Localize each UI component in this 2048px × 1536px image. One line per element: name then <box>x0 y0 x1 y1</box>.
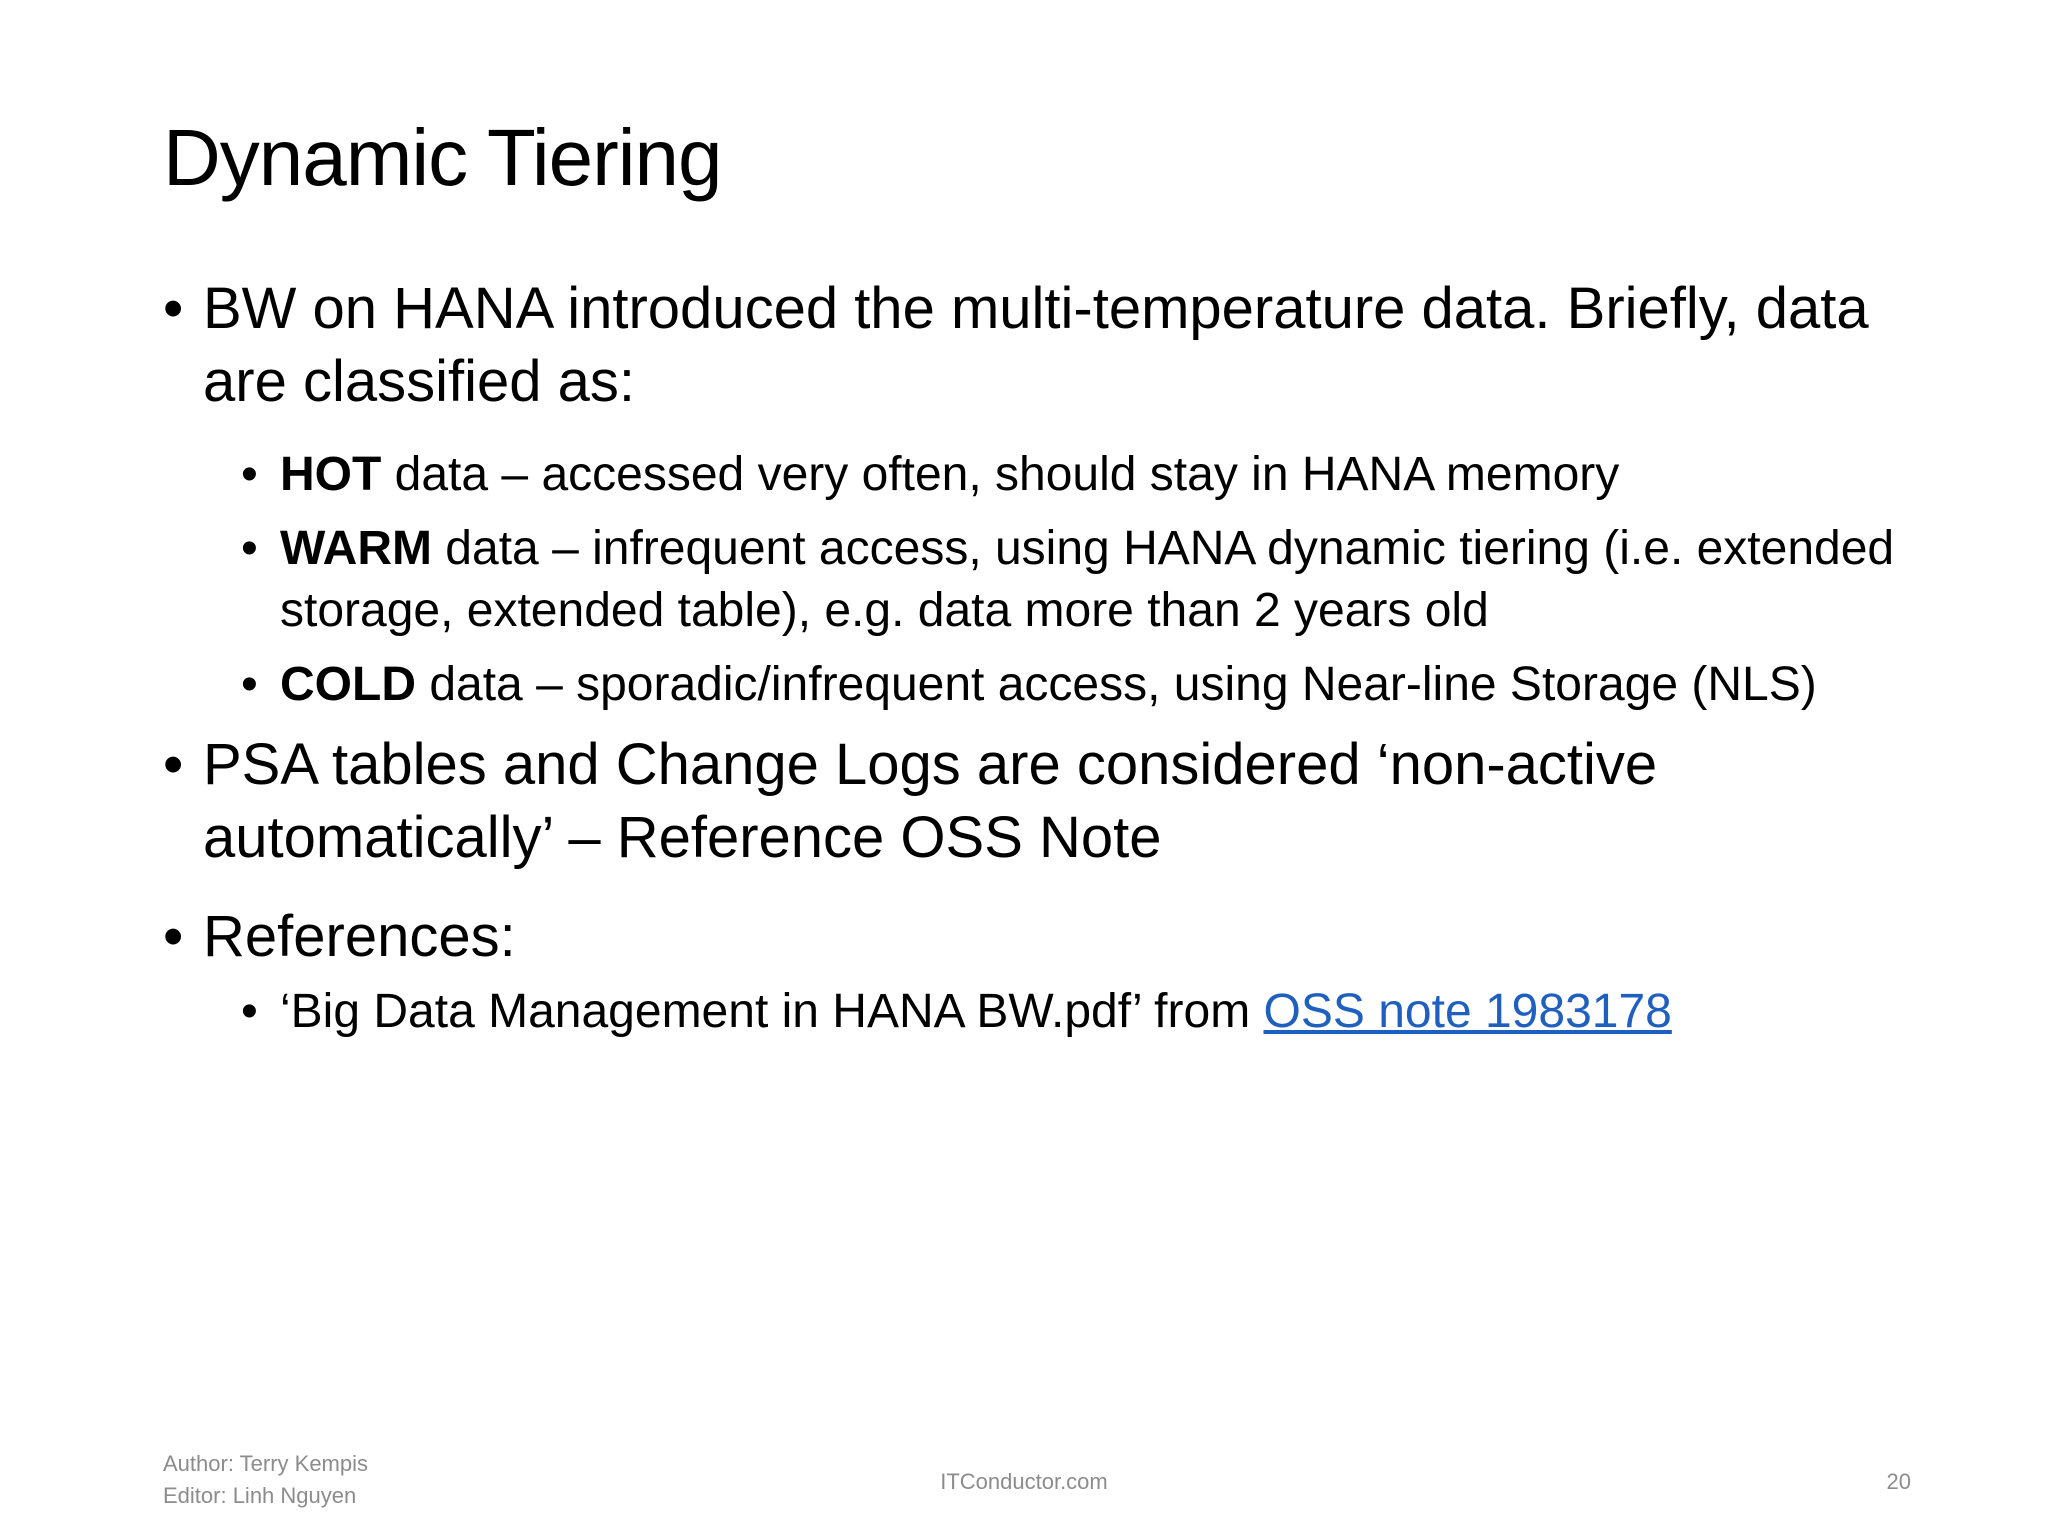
reference-text: ‘Big Data Management in HANA BW.pdf’ from <box>280 985 1264 1038</box>
warm-description: data – infrequent access, using HANA dynamic tiering (i.e. extended storage, extended table), e.g. data more than 2 years old <box>280 522 1895 637</box>
sub-bullet-reference <box>163 981 1920 1043</box>
bullet-dot-icon: • <box>241 985 258 1038</box>
footer-editor: Editor: Linh Nguyen <box>163 1483 357 1508</box>
sub-bullet-warm <box>163 518 1920 642</box>
cold-label: COLD <box>280 658 416 711</box>
warm-label: WARM <box>280 522 432 575</box>
slide-title: Dynamic Tiering <box>163 113 722 202</box>
page-number: 20 <box>1886 1469 1911 1494</box>
bullet-dot-icon: • <box>241 522 258 575</box>
hot-description: data – accessed very often, should stay in HANA memory <box>381 448 1620 501</box>
footer-site: ITConductor.com <box>940 1469 1108 1494</box>
hot-label: HOT <box>280 448 382 501</box>
temperature-list <box>163 444 1923 716</box>
bullet-dot-icon: • <box>163 276 184 341</box>
bullet-multi-temperature <box>163 272 1923 418</box>
bullet-text: PSA tables and Change Logs are considered ‘non-active automatically’ – Reference OSS Note <box>203 732 1658 870</box>
bullet-dot-icon: • <box>241 658 258 711</box>
references-list <box>163 981 1923 1043</box>
bullet-dot-icon: • <box>163 732 184 797</box>
bullet-dot-icon: • <box>163 904 184 969</box>
sub-bullet-hot <box>163 444 1920 506</box>
slide-body <box>163 272 1923 1055</box>
footer-author: Author: Terry Kempis <box>163 1451 369 1476</box>
bullet-psa-tables <box>163 728 1923 874</box>
bullet-dot-icon: • <box>241 448 258 501</box>
bullet-references <box>163 900 1923 973</box>
cold-description: data – sporadic/infrequent access, using Near-line Storage (NLS) <box>415 658 1817 711</box>
sub-bullet-cold <box>163 654 1920 716</box>
bullet-text: BW on HANA introduced the multi-temperature data. Briefly, data are classified as: <box>203 276 1869 414</box>
oss-note-link[interactable]: OSS note 1983178 <box>1263 985 1672 1038</box>
bullet-text: References: <box>203 904 516 969</box>
